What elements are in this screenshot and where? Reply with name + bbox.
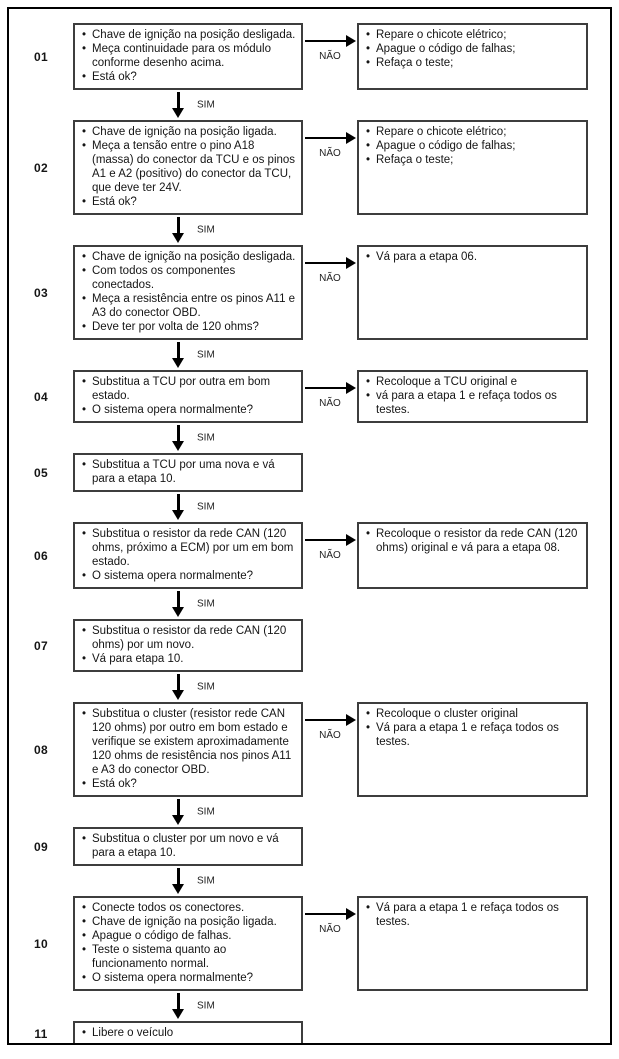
yes-arrow-row bbox=[9, 90, 610, 120]
no-branch-cell bbox=[303, 522, 357, 589]
step-row bbox=[9, 23, 610, 90]
yes-arrow-label: SIM bbox=[197, 1000, 215, 1012]
no-arrow-line bbox=[305, 137, 348, 139]
no-result-item: • Recoloque o cluster original bbox=[365, 707, 581, 721]
step-instruction: • Substitua o resistor da rede CAN (120 ohms) por um novo. bbox=[81, 624, 296, 652]
no-arrow-right-icon bbox=[305, 908, 356, 920]
no-result-item: • vá para a etapa 1 e refaça todos os testes. bbox=[365, 389, 581, 417]
no-arrow-right-icon bbox=[305, 35, 356, 47]
no-branch-cell bbox=[303, 245, 357, 340]
down-arrow-head-icon bbox=[172, 607, 184, 617]
no-result-item: • Apague o código de falhas; bbox=[365, 139, 581, 153]
step-instruction-box bbox=[73, 23, 303, 90]
no-result-item: • Vá para a etapa 06. bbox=[365, 250, 581, 264]
step-number: 02 bbox=[34, 160, 48, 175]
down-arrow-head-icon bbox=[172, 510, 184, 520]
no-arrow-line bbox=[305, 539, 348, 541]
step-instruction: • Chave de ignição na posição ligada. bbox=[81, 125, 296, 139]
no-arrow-right-icon bbox=[305, 382, 356, 394]
no-arrow-head-icon bbox=[346, 132, 356, 144]
step-number: 07 bbox=[34, 638, 48, 653]
yes-arrow-label: SIM bbox=[197, 875, 215, 887]
no-arrow-head-icon bbox=[346, 908, 356, 920]
step-instruction: • Vá para etapa 10. bbox=[81, 652, 296, 666]
no-arrow-line bbox=[305, 262, 348, 264]
no-arrow-line bbox=[305, 719, 348, 721]
step-instruction: • Está ok? bbox=[81, 777, 296, 791]
yes-arrow-row bbox=[9, 866, 610, 896]
step-instruction: • Está ok? bbox=[81, 70, 296, 84]
step-instruction: • Meça a tensão entre o pino A18 (massa) do conector da TCU e os pinos A1 e A2 (positivo) do conector da TCU, que deve ter 24V. bbox=[81, 139, 296, 195]
yes-arrow-row bbox=[9, 991, 610, 1021]
down-arrow-head-icon bbox=[172, 815, 184, 825]
no-arrow-line bbox=[305, 40, 348, 42]
no-branch-cell bbox=[303, 619, 357, 672]
step-instruction: • Está ok? bbox=[81, 195, 296, 209]
no-result-item: • Vá para a etapa 1 e refaça todos os testes. bbox=[365, 721, 581, 749]
troubleshooting-flowchart bbox=[9, 23, 610, 1045]
no-result-item: • Repare o chicote elétrico; bbox=[365, 28, 581, 42]
step-row bbox=[9, 702, 610, 797]
step-number: 01 bbox=[34, 49, 48, 64]
no-result-box bbox=[357, 23, 588, 90]
no-result-item: • Recoloque o resistor da rede CAN (120 ohms) original e vá para a etapa 08. bbox=[365, 527, 581, 555]
no-arrow-head-icon bbox=[346, 382, 356, 394]
no-result-box bbox=[357, 702, 588, 797]
no-arrow-label: NÃO bbox=[319, 51, 341, 62]
step-instruction-box bbox=[73, 827, 303, 866]
step-instruction-box bbox=[73, 245, 303, 340]
no-branch-cell bbox=[303, 23, 357, 90]
step-instruction: • Chave de ignição na posição desligada. bbox=[81, 28, 296, 42]
yes-arrow-row bbox=[9, 492, 610, 522]
step-instruction-box bbox=[73, 896, 303, 991]
yes-arrow-row bbox=[9, 423, 610, 453]
yes-arrow-label: SIM bbox=[197, 681, 215, 693]
step-instruction: • Libere o veículo bbox=[81, 1026, 296, 1040]
down-arrow-icon bbox=[172, 799, 184, 825]
step-instruction: • Meça continuidade para os módulo conforme desenho acima. bbox=[81, 42, 296, 70]
step-number: 05 bbox=[34, 465, 48, 480]
no-result-item: • Refaça o teste; bbox=[365, 56, 581, 70]
down-arrow-icon bbox=[172, 425, 184, 451]
down-arrow-icon bbox=[172, 674, 184, 700]
no-branch-cell bbox=[303, 120, 357, 215]
no-arrow-head-icon bbox=[346, 714, 356, 726]
step-instruction-box bbox=[73, 702, 303, 797]
no-arrow-right-icon bbox=[305, 534, 356, 546]
flowchart-frame bbox=[7, 7, 612, 1045]
step-instruction: • O sistema opera normalmente? bbox=[81, 403, 296, 417]
no-branch-cell bbox=[303, 370, 357, 423]
down-arrow-icon bbox=[172, 993, 184, 1019]
step-instruction: • Substitua o resistor da rede CAN (120 ohms, próximo a ECM) por um em bom estado. bbox=[81, 527, 296, 569]
step-instruction: • O sistema opera normalmente? bbox=[81, 971, 296, 985]
step-number: 04 bbox=[34, 389, 48, 404]
no-result-item: • Repare o chicote elétrico; bbox=[365, 125, 581, 139]
step-row bbox=[9, 245, 610, 340]
yes-arrow-label: SIM bbox=[197, 598, 215, 610]
step-instruction-box bbox=[73, 619, 303, 672]
no-arrow-head-icon bbox=[346, 35, 356, 47]
step-number: 08 bbox=[34, 742, 48, 757]
yes-arrow-label: SIM bbox=[197, 224, 215, 236]
no-arrow-right-icon bbox=[305, 257, 356, 269]
down-arrow-icon bbox=[172, 217, 184, 243]
down-arrow-head-icon bbox=[172, 233, 184, 243]
yes-arrow-label: SIM bbox=[197, 501, 215, 513]
no-arrow-line bbox=[305, 387, 348, 389]
no-result-box bbox=[357, 370, 588, 423]
no-arrow-right-icon bbox=[305, 132, 356, 144]
step-row bbox=[9, 1021, 610, 1045]
no-arrow-head-icon bbox=[346, 257, 356, 269]
down-arrow-head-icon bbox=[172, 441, 184, 451]
no-arrow-label: NÃO bbox=[319, 398, 341, 409]
step-row bbox=[9, 453, 610, 492]
no-result-item: • Vá para a etapa 1 e refaça todos os testes. bbox=[365, 901, 581, 929]
no-branch-cell bbox=[303, 1021, 357, 1045]
step-number: 06 bbox=[34, 548, 48, 563]
no-result-item: • Refaça o teste; bbox=[365, 153, 581, 167]
step-instruction: • Teste o sistema quanto ao funcionamento normal. bbox=[81, 943, 296, 971]
step-instruction: • Chave de ignição na posição desligada. bbox=[81, 250, 296, 264]
step-instruction-box bbox=[73, 370, 303, 423]
no-branch-cell bbox=[303, 453, 357, 492]
down-arrow-head-icon bbox=[172, 358, 184, 368]
no-result-box bbox=[357, 120, 588, 215]
yes-arrow-label: SIM bbox=[197, 349, 215, 361]
no-arrow-label: NÃO bbox=[319, 550, 341, 561]
step-number: 03 bbox=[34, 285, 48, 300]
step-row bbox=[9, 827, 610, 866]
down-arrow-icon bbox=[172, 494, 184, 520]
down-arrow-icon bbox=[172, 868, 184, 894]
down-arrow-head-icon bbox=[172, 690, 184, 700]
step-instruction: • Conecte todos os conectores. bbox=[81, 901, 296, 915]
step-instruction: • O sistema opera normalmente? bbox=[81, 569, 296, 583]
down-arrow-icon bbox=[172, 92, 184, 118]
step-instruction: • Apague o código de falhas. bbox=[81, 929, 296, 943]
step-row bbox=[9, 619, 610, 672]
no-result-box bbox=[357, 896, 588, 991]
yes-arrow-row bbox=[9, 589, 610, 619]
yes-arrow-label: SIM bbox=[197, 432, 215, 444]
yes-arrow-row bbox=[9, 340, 610, 370]
down-arrow-head-icon bbox=[172, 108, 184, 118]
no-result-item: • Apague o código de falhas; bbox=[365, 42, 581, 56]
step-instruction: • Substitua o cluster por um novo e vá para a etapa 10. bbox=[81, 832, 296, 860]
no-arrow-label: NÃO bbox=[319, 730, 341, 741]
step-instruction: • Substitua a TCU por outra em bom estado. bbox=[81, 375, 296, 403]
no-arrow-head-icon bbox=[346, 534, 356, 546]
step-instruction-box bbox=[73, 120, 303, 215]
step-number: 10 bbox=[34, 936, 48, 951]
yes-arrow-row bbox=[9, 672, 610, 702]
step-row bbox=[9, 896, 610, 991]
step-row bbox=[9, 120, 610, 215]
step-instruction: • Meça a resistência entre os pinos A11 e A3 do conector OBD. bbox=[81, 292, 296, 320]
step-instruction: • Substitua a TCU por uma nova e vá para a etapa 10. bbox=[81, 458, 296, 486]
no-branch-cell bbox=[303, 827, 357, 866]
down-arrow-head-icon bbox=[172, 884, 184, 894]
yes-arrow-label: SIM bbox=[197, 99, 215, 111]
no-arrow-right-icon bbox=[305, 714, 356, 726]
step-row bbox=[9, 370, 610, 423]
no-arrow-line bbox=[305, 913, 348, 915]
yes-arrow-row bbox=[9, 797, 610, 827]
step-instruction: • Substitua o cluster (resistor rede CAN 120 ohms) por outro em bom estado e verifique se existem aproximadamente 120 ohms de resistência nos pinos A11 e A3 do conector OBD. bbox=[81, 707, 296, 777]
step-number: 11 bbox=[34, 1026, 48, 1041]
no-result-item: • Recoloque a TCU original e bbox=[365, 375, 581, 389]
no-arrow-label: NÃO bbox=[319, 924, 341, 935]
step-instruction-box bbox=[73, 1021, 303, 1045]
no-arrow-label: NÃO bbox=[319, 148, 341, 159]
no-branch-cell bbox=[303, 896, 357, 991]
yes-arrow-label: SIM bbox=[197, 806, 215, 818]
step-instruction: • Com todos os componentes conectados. bbox=[81, 264, 296, 292]
down-arrow-icon bbox=[172, 591, 184, 617]
step-number: 09 bbox=[34, 839, 48, 854]
step-instruction: • Deve ter por volta de 120 ohms? bbox=[81, 320, 296, 334]
step-row bbox=[9, 522, 610, 589]
step-instruction-box bbox=[73, 453, 303, 492]
no-result-box bbox=[357, 522, 588, 589]
yes-arrow-row bbox=[9, 215, 610, 245]
down-arrow-icon bbox=[172, 342, 184, 368]
step-instruction: • Chave de ignição na posição ligada. bbox=[81, 915, 296, 929]
step-instruction-box bbox=[73, 522, 303, 589]
no-branch-cell bbox=[303, 702, 357, 797]
down-arrow-head-icon bbox=[172, 1009, 184, 1019]
no-arrow-label: NÃO bbox=[319, 273, 341, 284]
no-result-box bbox=[357, 245, 588, 340]
